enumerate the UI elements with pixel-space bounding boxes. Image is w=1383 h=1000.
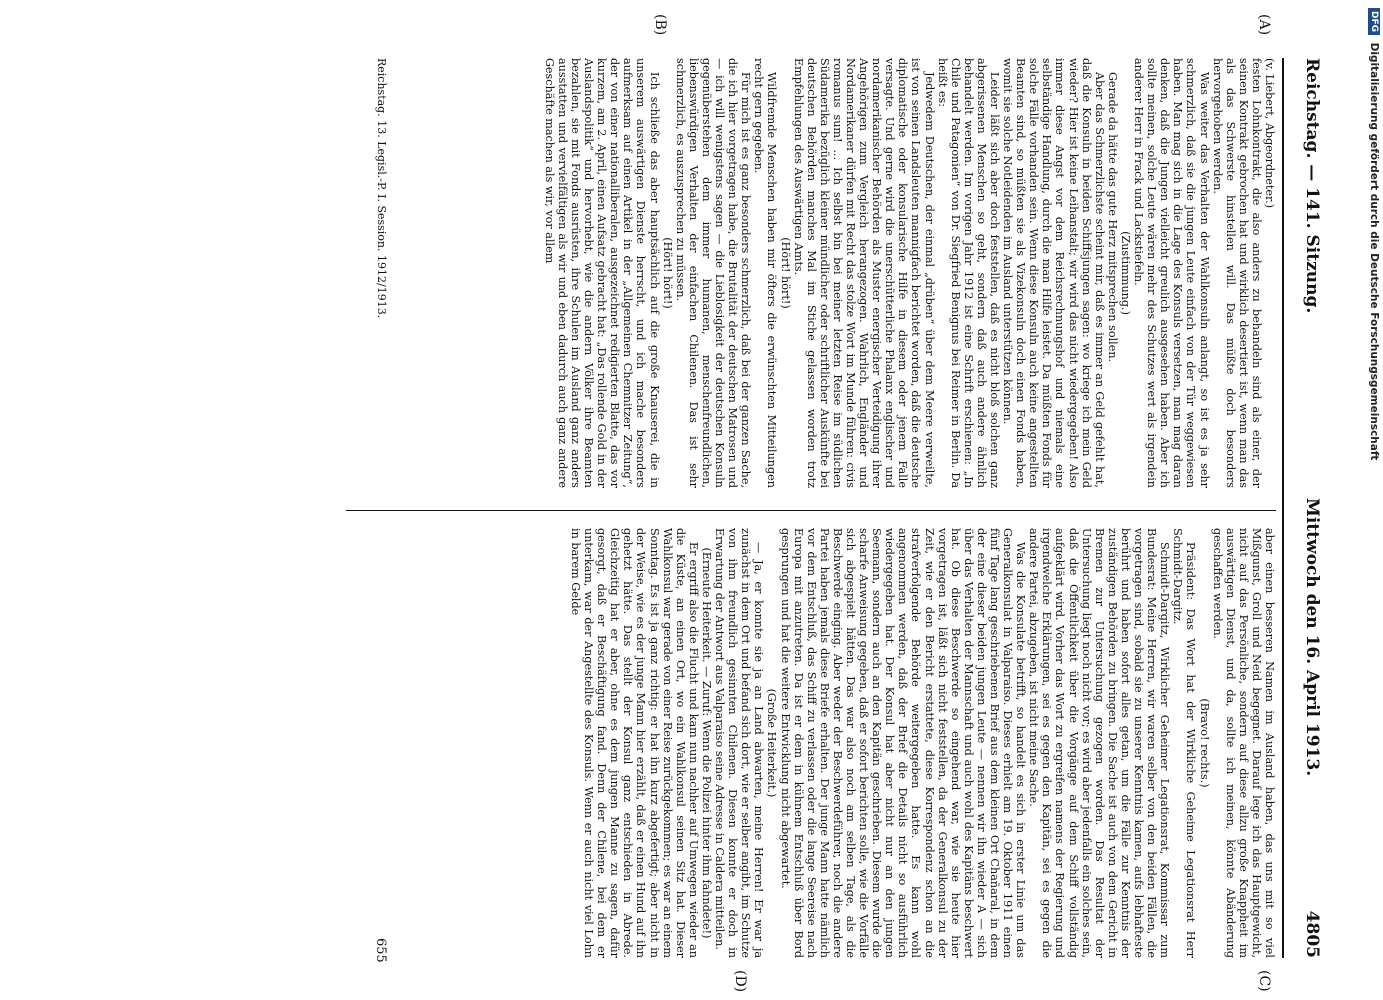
paragraph: Schmidt-Dargitz, Wirklicher Geheimer Legationsrat, Kommissar zum Bundesrat: Meine Herren, wir waren selber von den beiden Fällen, die vorgetragen sind, sobald sie zu unserer Kenntnis kamen, aufs lebhafteste berührt und haben sofort alles getan, um die Fälle zur Kenntnis der zuständigen Behörden zu bringen. Die Sache ist auch von dem Gericht in Bremen zur Untersuchung gezogen worden. Das Resultat der Untersuchung liegt noch nicht vor; es wird aber jedenfalls ein solches sein, daß die Öffentlichkeit über die Vorgänge auf dem Schiff vollständig aufgeklärt wird. Vorher das Wort zu ergreifen namens der Regierung und irgendwelche Erklärungen, sei es gegen den Kapitän, sei es gegen die andere Partei, abzugeben, ist nicht meine Sache. [1027, 528, 1172, 958]
digitization-note [1360, 8, 1380, 992]
interjection: (Erneute Heiterkeit. — Zuruf: Wenn die Polizei hinter ihm fahndete!) [699, 547, 713, 939]
left-column [346, 58, 1276, 488]
paragraph: Aber das Schmerzlichste scheint mir, daß es immer an Geld gefehlt hat, daß die Konsuln in beiden Schiffsjungen sagen: wo kriege ich mein Geld wieder? Hier ist keine Leihanstalt; wir wird das nicht wiedergegeben! Also immer diese Angst vor dem Reichsrechnungshof und niemals eine selbständige Handlung, durch die man Hilfe leistet. Da müßten Fonds für solche Fälle vorhanden sein. Wenn diese Konsuln auch keine angestellten Beamten sind, so müßten sie als Vizekonsuln doch einen Fonds haben, womit sie solche Notleidenden im Ausland unterstützen können. [1001, 58, 1106, 488]
margin-marker-d: (D) [732, 970, 748, 993]
president-statement: Präsident: Das Wort hat der Wirkliche Geheime Legationsrat Herr Schmidt-Dargitz. [1171, 528, 1198, 958]
paragraph: aber einen besseren Namen im Ausland haben, das uns mit so viel Mißgunst, Groll und Neid begegnet. Darauf lege ich das Hauptgewicht, nicht auf das Persönliche, sondern auf diese allzu große Knappheit im auswärtigen Dienst, und da, sollte ich meinen, könnte Abänderung geschaffen werden. [1210, 528, 1276, 958]
interjection: (Große Heiterkeit.) [765, 688, 779, 798]
interjection: (Hört! hört!) [778, 237, 792, 309]
interjection: (Hört! hört!) [660, 237, 674, 309]
bottom-page-number: 655 [373, 938, 388, 963]
paragraph: Was die Konsulate betrifft, so handelt es sich in erster Linie um das Generalkonsulat in Valparaiso. Dieses erhielt am 19. Oktober 1911 einen fünf Tage lang geschriebenen Brief aus dem kleinen Ort Chañaral, in dem der eine dieser beiden jungen Leute — nennen wir ihn wieder A — sich über das Verhalten der Mannschaft und auch wohl des Kapitäns beschwert hat. Ob diese Beschwerde so eingehend war, wie sie heute hier vorgetragen ist, läßt sich nicht feststellen, da der Generalkonsul zu der Zeit, wie er den Bericht erstattete, diese Korrespondenz schon an die strafverfolgende Behörde weitergegeben hatte. Es kann wohl angenommen werden, daß der Brief die Details nicht so ausführlich wiedergegeben hat. Der Konsul hat aber nicht nur an den jungen Seemann, sondern auch an den Kapitän geschrieben. Diesem wurde die scharfe Anweisung gegeben, daß er sofort berichten solle, wie die Vorfälle sich abgespielt hätten. Das war also noch am selben Tage, als die Beschwerde einging. Aber weder der Beschwerdeführer, noch die andere Partei haben jemals diese Briefe erhalten. Der junge Mann hatte nämlich vor dem Entschluß, das Schiff zu verlassen oder die lange Seereise nach Europa mit anzutreten. Da ist er dem in kühnem Entschluß über Bord gesprungen und hat die weitere Entwicklung nicht abgewartet. [778, 528, 1028, 958]
running-head-left: Reichstag. — 141. Sitzung. [1302, 58, 1322, 314]
margin-marker-a: (A) [1256, 14, 1272, 36]
paragraph: Leider läßt sich aber doch feststellen, daß es nicht bloß solchen ganz abgerissenen Menschen so geht, sondern daß auch andere ähnlich behandelt werden. Im vorigen Jahr 1912 ist eine Schrift erschienen: „In Chile und Patagonien“ von Dr. Siegfried Benignus bei Reimer in Berlin. Da heißt es: [935, 58, 1002, 488]
interjection: (Bravo! rechts.) [1197, 698, 1211, 788]
speaker-label: (v. Liebert, Abgeordneter.) [1263, 58, 1276, 209]
header-rule [1282, 58, 1284, 958]
paragraph: Für mich ist es ganz besonders schmerzlich, daß bei der ganzen Sache, die ich hier vorgetragen habe, die Brutalität der deutschen Matrosen und — ich will wenigstens sagen — die Lieblosigkeit der deutschen Konsuln gegenüberstehen dem immer humanen, menschenfreundlichen, liebenswürdigen Verhalten der einfachen Chilenen. Das ist sehr schmerzlich, es auszusprechen zu müssen. [673, 58, 753, 488]
quotation: Jedwedem Deutschen, der einmal „drüben“ über dem Meere verweilte, ist von seinen Landsleuten mannigfach berichtet worden, daß die deutsche diplomatische oder konsularische Hilfe in diesem oder jenem Falle versagte. Und gerne wird die unerschütterliche Phalanx englischer und nordamerikanischer Behörden als Muster energischer Verteidigung ihrer Angehörigen zum Vergleich herangezogen. Wahrlich, Engländer und Nordamerikaner dürfen mit Recht das stolze Wort im Munde führen: civis romanus sum! ... Ich selbst bin bei meiner letzten Reise im südlichen Südamerika bezüglich kleiner mündlicher oder schriftlicher Auskünfte bei deutschen Behörden manches Mal im Stiche gelassen worden trotz Empfehlungen des Auswärtigen Amts. [791, 58, 936, 488]
margin-marker-b: (B) [652, 14, 668, 36]
paragraph: Wildfremde Menschen haben mir öfters die erwünschten Mitteilungen recht gern gegeben. [752, 58, 779, 488]
footer: Reichstag. 13. Legisl.-P. I. Session. 1912/1913. [375, 58, 388, 319]
paragraph: Gerade da hätte das gute Herz mitsprechen sollen. [1105, 72, 1119, 363]
margin-marker-c: (C) [1256, 970, 1272, 992]
column-divider [346, 510, 1276, 511]
document-page [68, 14, 1328, 993]
running-head-date: Mittwoch den 16. April 1913. [1302, 498, 1322, 777]
paragraph: Er ergriff also die Flucht und kam nun nachher auf Umwegen wieder an die Küste, an einen Ort, wo ein Wahlkonsul seinen Sitz hat. Dieser Wahlkonsul war gerade von einer Reise zurückgekommen; es war an einem Sonntag. Es ist ja ganz richtig: er hat ihn kurz abgefertigt; aber nicht in der Weise, wie es der junge Mann hier erzählt, daß er einen Hund auf ihn gehetzt hätte. Das stellt der Konsul ganz entschieden in Abrede. Gleichzeitig hat er aber, ohne es dem jungen Manne zu sagen, dafür gesorgt, daß er Beschäftigung fand. Denn der Chilene, bei dem er unterkam, war der Angestellte des Konsuls. Wenn er auch nicht viel Lohn in barem Gelde [569, 528, 700, 958]
paragraph: Was weiter das Verhalten der Wahlkonsuln anlangt, so ist es ja sehr schmerzlich, daß sie die jungen Leute einfach von der Tür weggewiesen haben. Man mag sich in die Lage des Konsuls versetzen, man mag daran denken, daß die Jungen vielleicht greulich ausgesehen haben. Aber ich sollte meinen, solche Leute wären mehr des Schutzes wert als irgendein anderer Herr in Frack und Lackstiefeln. [1132, 58, 1211, 488]
paragraph: Ich schließe das aber hauptsächlich auf die große Knauserei, die in unserem auswärtigen Dienste herrscht, und ich mache besonders aufmerksam auf einen Artikel in der „Allgemeinen Chemnitzer Zeitung“, der von einer nationalliberalen, ausgezeichnet redigierten Blatte, das vor kurzem, am 2. April, einen Aufsatz gebracht hat: „Das rollende Gold in der Auslandspolitik“ und hervorhebt, wie die andern Völker ihre Beamten bezahlen, sie mit Fonds ausrüsten, ihre Schulen im Ausland ganz anders ausstatten und vervielfältigen als wir und eben dadurch auch ganz andere Geschäfte machen als wir, vor allem [542, 58, 661, 488]
paragraph: festen Lohnkontrakt, die also anders zu behandeln sind als einer, der seinen Kontrakt gebrochen hat und wirklich desertiert ist, wenn man das als das Schwerste hinstellen will. Das müßte doch besonders hervorgehoben werden. [1210, 58, 1263, 488]
interjection: (Zustimmung.) [1118, 231, 1132, 315]
running-head-page-number: 4805 [1302, 910, 1322, 958]
dfg-logo: DFG [1368, 8, 1380, 35]
paragraph: — Ja, er konnte sie ja an Land abwarten, meine Herren! Er war ja zunächst in dem Ort und befand sich dort, wie er selber angibt, im Schutze von ihm freundlich gesinnten Chilenen. Diesen konnte er doch in Erwartung der Antwort aus Valparaiso seine Adresse in Caldera mitteilen. [713, 528, 766, 958]
right-column [346, 528, 1276, 958]
digitization-text: Digitalisierung gefördert durch die Deutsche Forschungsgemeinschaft [1368, 42, 1380, 461]
